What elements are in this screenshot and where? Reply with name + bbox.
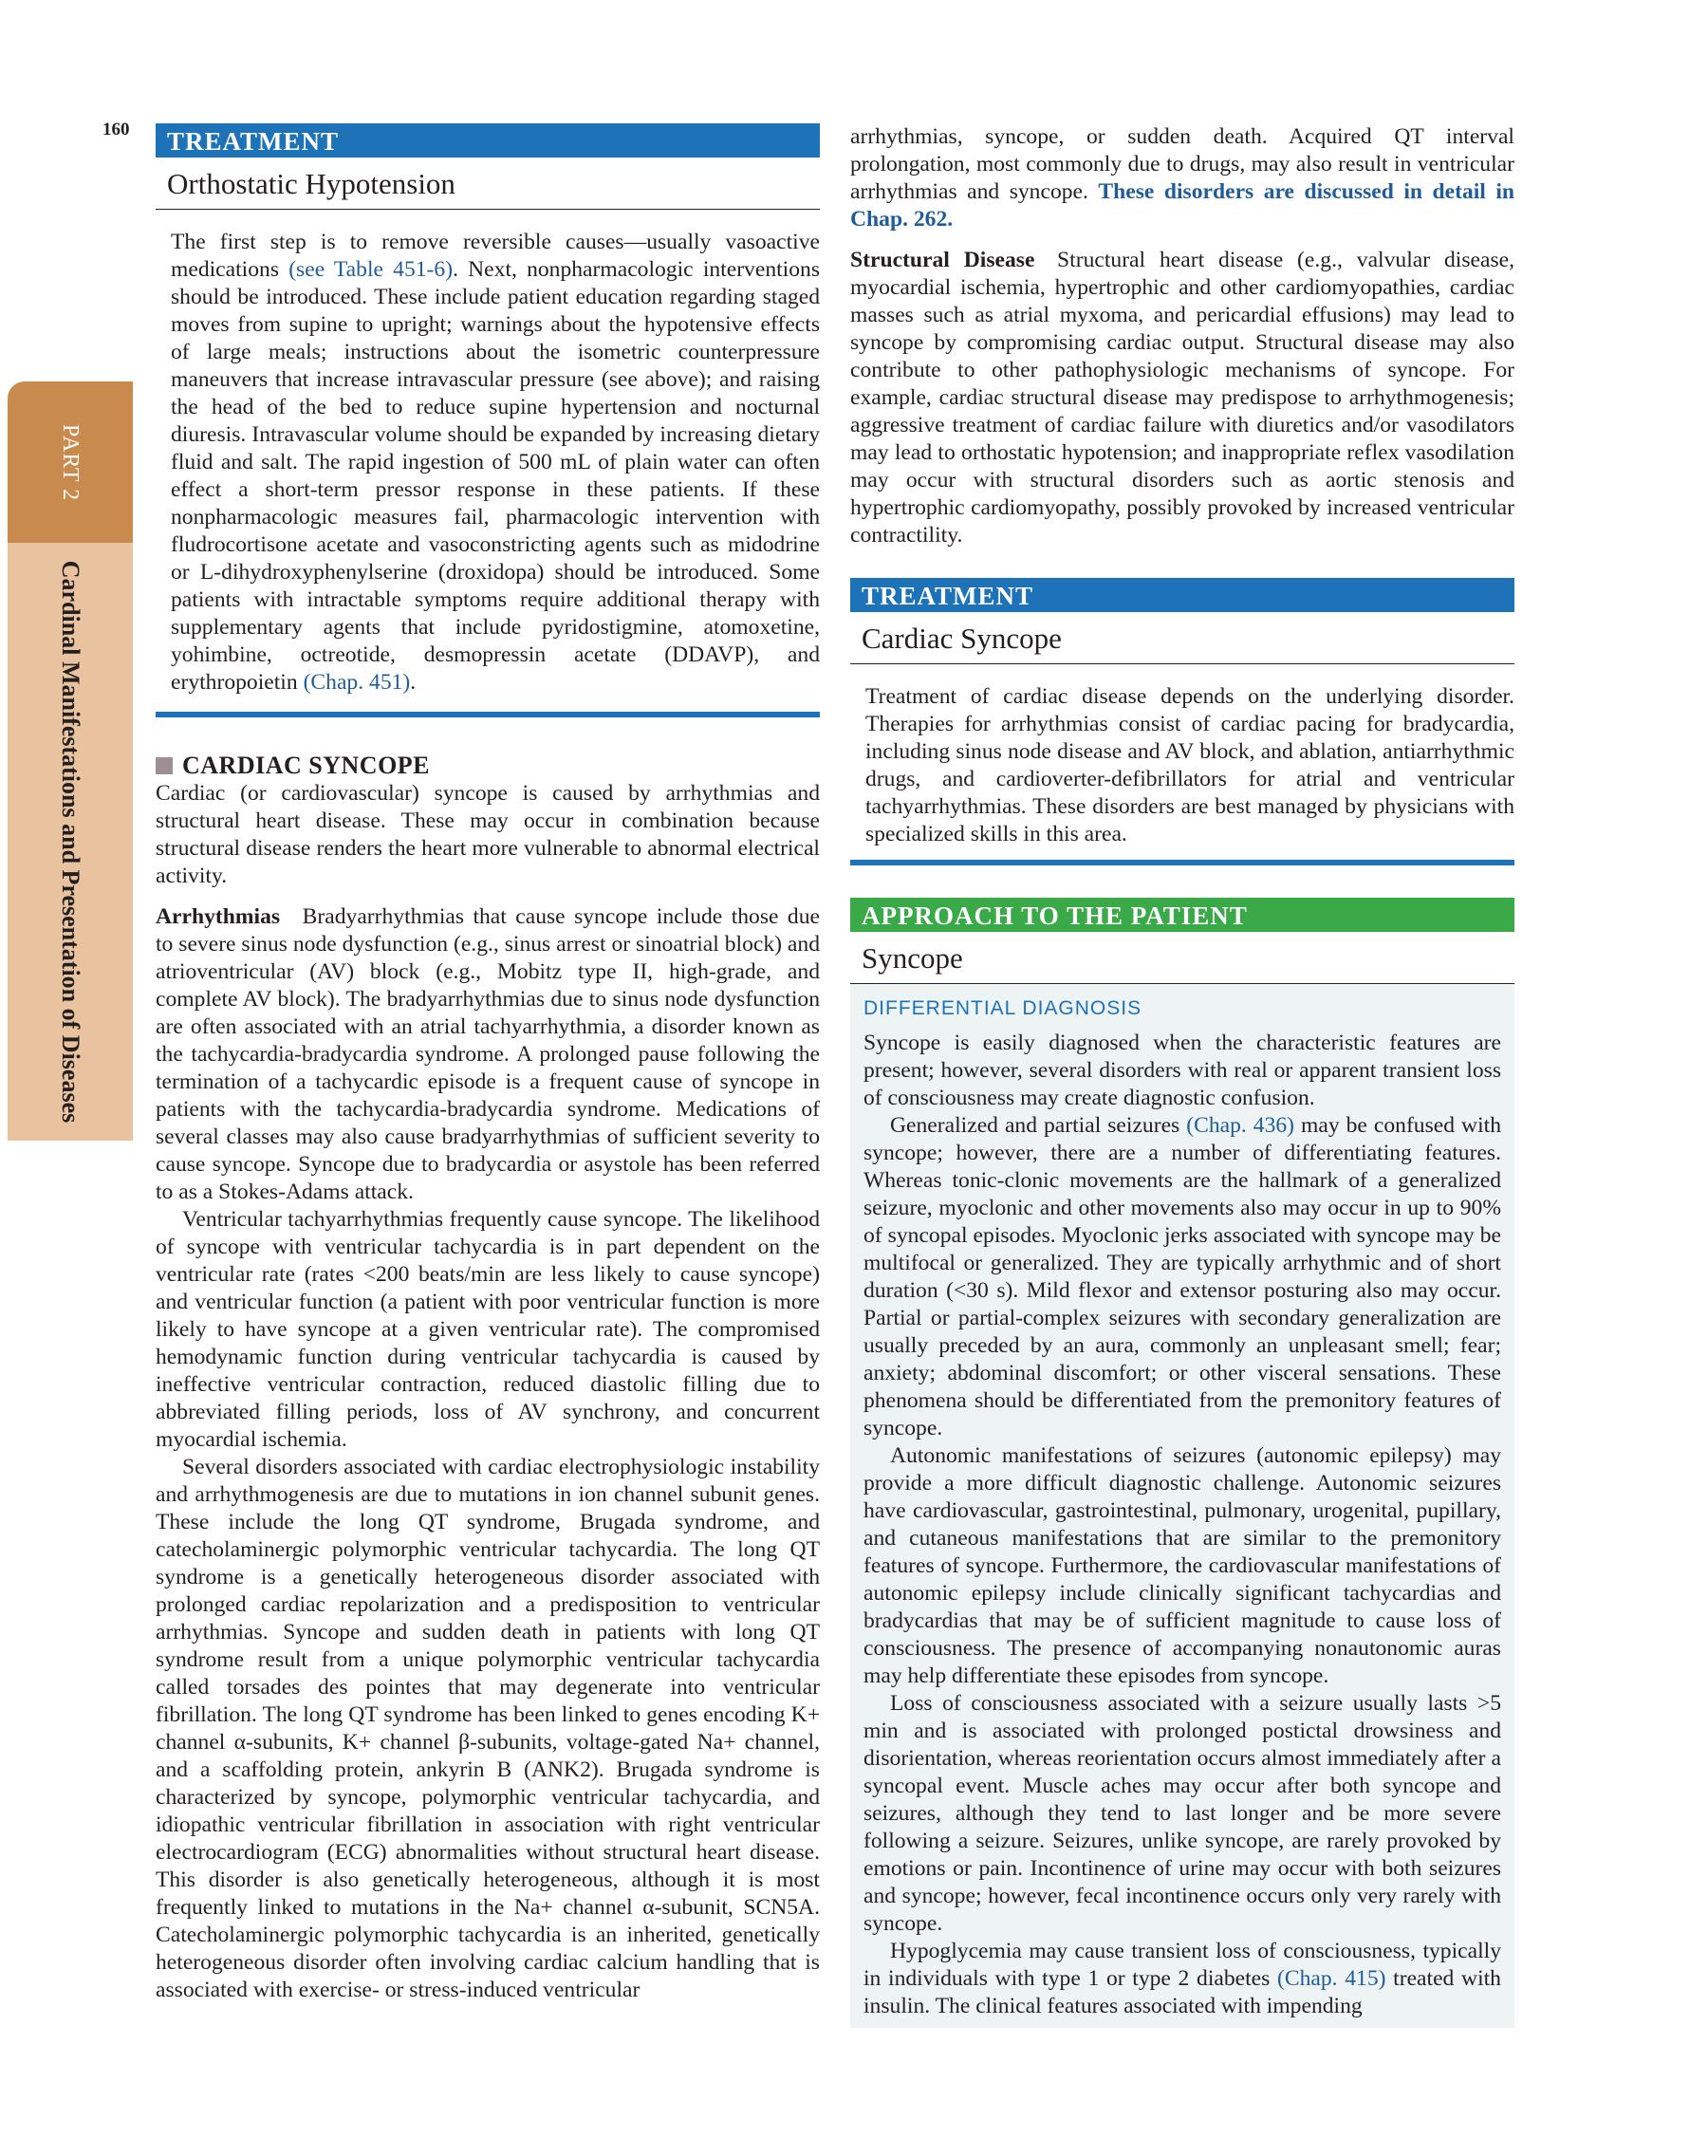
approach-header: APPROACH TO THE PATIENT bbox=[850, 898, 1514, 932]
paragraph: Several disorders associated with cardiac electrophysiologic instability and arrhythmogenesis are due to mutations in ion channel subunit genes. These include the long QT syndrome, Brugada syndrome, and catecholaminergic polymorphic ventricular tachycardia. The long QT syndrome is a genetically heterogeneous disorder associated with prolonged cardiac repolarization and a predisposition to ventricular arrhythmias. Syncope and sudden death in patients with long QT syndrome result from a unique polymorphic ventricular tachycardia called torsades des pointes that may degenerate into ventricular fibrillation. The long QT syndrome has been linked to genes encoding K+ channel α-subunits, K+ channel β-subunits, voltage-gated Na+ channel, and a scaffolding protein, ankyrin B (ANK2). Brugada syndrome is characterized by syncope, polymorphic ventricular tachycardia, and idiopathic ventricular fibrillation in association with right ventricular electrocardiogram (ECG) abnormalities without structural heart disease. This disorder is also genetically heterogeneous, although it is most frequently linked to mutations in the Na+ channel α-subunit, SCN5A. Catecholaminergic polymorphic tachycardia is an inherited, genetically heterogeneous disorder often involving cardiac calcium handling that is associated with exercise- or stress-induced ventricular bbox=[156, 1455, 820, 2002]
section-square-icon bbox=[156, 757, 173, 774]
side-tab-title bbox=[8, 543, 133, 1141]
approach-body bbox=[850, 984, 1514, 2028]
paragraph: Ventricular tachyarrhythmias frequently cause syncope. The likelihood of syncope with ventricular tachycardia is in part dependent on the ventricular rate (rates <200 beats/min are less likely to cause syncope) and ventricular function (a patient with poor ventricular function is more likely to have syncope at a given ventricular rate). The compromised hemodynamic function during ventricular tachycardia is caused by ineffective ventricular contraction, reduced diastolic filling due to abbreviated filling periods, loss of AV synchrony, and concurrent myocardial ischemia. bbox=[156, 1207, 820, 1452]
box-bottom-rule bbox=[850, 860, 1514, 865]
xref-link[interactable]: (Chap. 415) bbox=[1277, 1966, 1386, 1991]
right-column bbox=[850, 123, 1514, 2028]
treatment-text: The first step is to remove reversible causes—usually vasoactive medications (see Table 451-6). Next, nonpharmacologic interventions should be introduced. These include patient education regarding staged moves from supine to upright; warnings about the hypotensive effects of large meals; instructions about the isometric counterpressure maneuvers that increase intravascular pressure (see above); and raising the head of the bed to reduce supine hypertension and nocturnal diuresis. Intravascular volume should be expanded by increasing dietary fluid and salt. The rapid ingestion of 500 mL of plain water can often effect a short-term pressor response in these patients. If these nonpharmacologic measures fail, pharmacologic intervention with fludrocortisone acetate and vasoconstricting agents such as midodrine or L-dihydroxyphenylserine (droxidopa) should be introduced. Some patients with intractable symptoms require additional therapy with supplementary agents that include pyridostigmine, atomoxetine, yohimbine, octreotide, desmopressin acetate (DDAVP), and erythropoietin (Chap. 451). bbox=[171, 230, 821, 695]
paragraph: Generalized and partial seizures (Chap. 436) may be confused with syncope; however, there are a number of differentiating features. Whereas tonic-clonic movements are the hallmark of a generalized seizure, myoclonic and other movements also may occur in up to 90% of syncopal episodes. Myoclonic jerks associated with syncope may be multifocal or generalized. They are typically arrhythmic and of short duration (<30 s). Mild flexor and extensor posturing also may occur. Partial or partial-complex seizures with secondary generalization are usually preceded by an aura, commonly an unpleasant smell; fear; anxiety; abdominal discomfort; or other visceral sensations. These phenomena should be differentiated from the premonitory features of syncope. bbox=[863, 1113, 1501, 1440]
side-tab-title-label: Cardinal Manifestations and Presentation of Diseases bbox=[57, 560, 84, 1124]
xref-link[interactable]: (see Table 451-6) bbox=[288, 257, 454, 282]
paragraph: Arrhythmias Bradyarrhythmias that cause syncope include those due to severe sinus node dysfunction (e.g., sinus arrest or sinoatrial block) and atrioventricular (AV) block (e.g., Mobitz type II, high-grade, and complete AV block). The bradyarrhythmias due to sinus node dysfunction are often associated with an atrial tachyarrhythmia, a disorder known as the tachycardia-bradycardia syndrome. A prolonged pause following the termination of a tachycardic episode is a frequent cause of syncope in patients with the tachycardia-bradycardia syndrome. Medications of several classes may also cause bradyarrhythmias of sufficient severity to cause syncope. Syncope due to bradycardia or asystole has been referred to as a Stokes-Adams attack. bbox=[156, 904, 820, 1204]
run-in-heading: Structural Disease bbox=[850, 248, 1035, 272]
page-number: 160 bbox=[102, 120, 130, 139]
xref-link[interactable]: (Chap. 451) bbox=[303, 670, 411, 695]
paragraph: Hypoglycemia may cause transient loss of consciousness, typically in individuals with type 1 or type 2 diabetes (Chap. 415) treated with insulin. The clinical features associated with impending bbox=[863, 1939, 1501, 2018]
section-heading: CARDIAC SYNCOPE bbox=[156, 752, 820, 780]
box-bottom-rule bbox=[156, 712, 820, 717]
side-tab-part bbox=[8, 381, 133, 543]
paragraph: Syncope is easily diagnosed when the characteristic features are present; however, several disorders with real or apparent transient loss of consciousness may create diagnostic confusion. bbox=[863, 1031, 1501, 1110]
treatment-box-orthostatic bbox=[156, 123, 820, 717]
side-tab-part-label: PART 2 bbox=[58, 423, 84, 501]
paragraph: Structural Disease Structural heart disease (e.g., valvular disease, myocardial ischemia, hypertrophic and other cardiomyopathies, cardiac masses such as atrial myxoma, and pericardial effusions) may lead to syncope by compromising cardiac output. Structural disease may also contribute to other pathophysiologic mechanisms of syncope. For example, cardiac structural disease may predispose to arrhythmogenesis; aggressive treatment of cardiac failure with diuretics and/or vasodilators may lead to orthostatic hypotension; and inappropriate reflex vasodilation may occur with structural disorders such as aortic stenosis and hypertrophic cardiomyopathy, possibly provoked by increased ventricular contractility. bbox=[850, 248, 1515, 548]
treatment-title: Cardiac Syncope bbox=[850, 612, 1514, 664]
treatment-text: Treatment of cardiac disease depends on the underlying disorder. Therapies for arrhythmias consist of cardiac pacing for bradycardia, including sinus node disease and AV block, and ablation, antiarrhythmic drugs, and cardioverter-defibrillators for atrial and ventricular tachyarrhythmias. These disorders are best managed by physicians with specialized skills in this area. bbox=[865, 684, 1514, 846]
xref-link[interactable]: These disorders are discussed in detail in Chap. 262. bbox=[850, 179, 1515, 232]
approach-box bbox=[850, 898, 1514, 2028]
approach-title: Syncope bbox=[850, 932, 1514, 984]
section-intro: Cardiac (or cardiovascular) syncope is caused by arrhythmias and structural heart disease. These may occur in combination because structural disease renders the heart more vulnerable to abnormal electrical activity. bbox=[156, 781, 820, 888]
treatment-title: Orthostatic Hypotension bbox=[156, 158, 820, 210]
treatment-header: TREATMENT bbox=[850, 578, 1514, 612]
paragraph: Autonomic manifestations of seizures (autonomic epilepsy) may provide a more difficult diagnostic challenge. Autonomic seizures have cardiovascular, gastrointestinal, pulmonary, urogenital, pupillary, and cutaneous manifestations that are similar to the premonitory features of syncope. Furthermore, the cardiovascular manifestations of autonomic epilepsy include clinically significant tachycardias and bradycardias that may be of sufficient magnitude to cause loss of consciousness. The presence of accompanying nonautonomic auras may help differentiate these episodes from syncope. bbox=[863, 1443, 1501, 1688]
paragraph: arrhythmias, syncope, or sudden death. Acquired QT interval prolongation, most commonly due to drugs, may also result in ventricular arrhythmias and syncope. These disorders are discussed in detail in Chap. 262. bbox=[850, 124, 1515, 232]
run-in-heading: Arrhythmias bbox=[156, 904, 281, 929]
paragraph: Loss of consciousness associated with a seizure usually lasts >5 min and is associated with prolonged postictal drowsiness and disorientation, whereas reorientation occurs almost immediately after a syncopal event. Muscle aches may occur after both syncope and seizures, although they tend to last longer and be more severe following a seizure. Seizures, unlike syncope, are rarely provoked by emotions or pain. Incontinence of urine may occur with both seizures and syncope; however, fecal incontinence occurs only very rarely with syncope. bbox=[863, 1691, 1501, 1936]
left-column bbox=[156, 123, 820, 2004]
xref-link[interactable]: (Chap. 436) bbox=[1186, 1113, 1295, 1138]
treatment-box-cardiac bbox=[850, 578, 1514, 865]
treatment-header: TREATMENT bbox=[156, 123, 820, 158]
subsection-heading: DIFFERENTIAL DIAGNOSIS bbox=[863, 997, 1142, 1019]
